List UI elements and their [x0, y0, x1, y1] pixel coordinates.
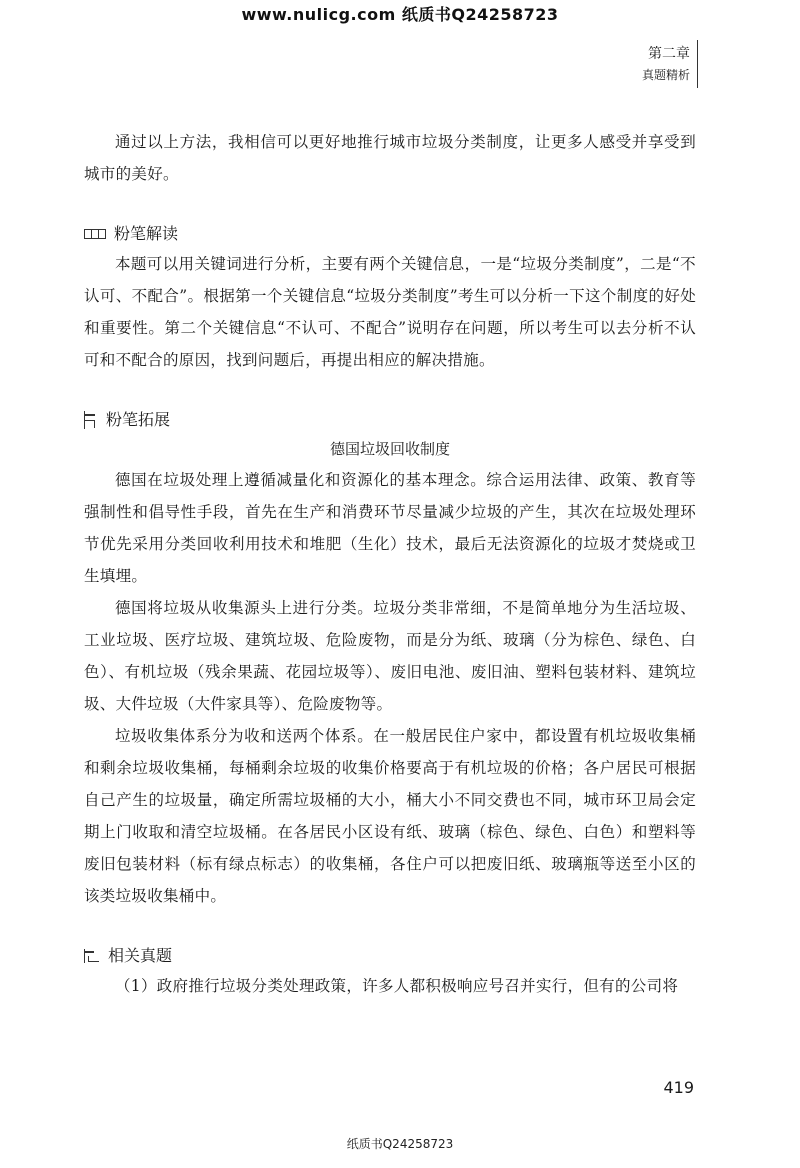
extension-paragraph-2: 德国将垃圾从收集源头上进行分类。垃圾分类非常细，不是简单地分为生活垃圾、工业垃圾、医疗垃圾、建筑垃圾、危险废物，而是分为纸、玻璃（分为棕色、绿色、白色）、有机垃圾（残余果蔬、花园垃圾等）、废旧电池、废旧油、塑料包装材料、建筑垃圾、大件垃圾（大件家具等）、危险废物等。	[84, 599, 696, 713]
chapter-title: 第二章	[648, 46, 690, 62]
chapter-subtitle: 真题精析	[641, 68, 690, 82]
section-title: 相关真题	[108, 946, 173, 965]
extension-subtitle: 德国垃圾回收制度	[329, 440, 450, 458]
watermark-bottom: 纸质书Q24258723	[346, 1137, 454, 1151]
section-heading-related	[84, 942, 696, 970]
page-content	[84, 126, 696, 1002]
chapter-divider	[697, 40, 698, 88]
page-number: 419	[663, 1078, 694, 1097]
section-title: 粉笔解读	[114, 224, 179, 243]
section-title: 粉笔拓展	[106, 410, 171, 429]
intro-paragraph: 通过以上方法，我相信可以更好地推行城市垃圾分类制度，让更多人感受并享受到城市的美好。	[84, 133, 696, 183]
tab-icon	[84, 229, 106, 239]
watermark-top: www.nulicg.com 纸质书Q24258723	[241, 5, 559, 24]
chapter-header	[642, 44, 690, 84]
section-heading-extension	[84, 406, 696, 434]
bracket-icon	[84, 411, 98, 429]
extension-paragraph-1: 德国在垃圾处理上遵循减量化和资源化的基本理念。综合运用法律、政策、教育等强制性和倡导性手段，首先在生产和消费环节尽量减少垃圾的产生，其次在垃圾处理环节优先采用分类回收利用技术和堆肥（生化）技术，最后无法资源化的垃圾才焚烧或卫生填埋。	[84, 471, 696, 585]
extension-paragraph-3: 垃圾收集体系分为收和送两个体系。在一般居民住户家中，都设置有机垃圾收集桶和剩余垃圾收集桶，每桶剩余垃圾的收集价格要高于有机垃圾的价格；各户居民可根据自己产生的垃圾量，确定所需垃圾桶的大小，桶大小不同交费也不同，城市环卫局会定期上门收取和清空垃圾桶。在各居民小区设有纸、玻璃（棕色、绿色、白色）和塑料等废旧包装材料（标有绿点标志）的收集桶，各住户可以把废旧纸、玻璃瓶等送至小区的该类垃圾收集桶中。	[84, 727, 696, 905]
related-paragraph: （1）政府推行垃圾分类处理政策，许多人都积极响应号召并实行，但有的公司将	[115, 977, 679, 995]
section-heading-interpretation	[84, 220, 696, 248]
interpretation-paragraph: 本题可以用关键词进行分析，主要有两个关键信息，一是“垃圾分类制度”，二是“不认可、不配合”。根据第一个关键信息“垃圾分类制度”考生可以分析一下这个制度的好处和重要性。第二个关键信息“不认可、不配合”说明存在问题，所以考生可以去分析不认可和不配合的原因，找到问题后，再提出相应的解决措施。	[84, 255, 696, 369]
hook-icon	[84, 949, 100, 963]
